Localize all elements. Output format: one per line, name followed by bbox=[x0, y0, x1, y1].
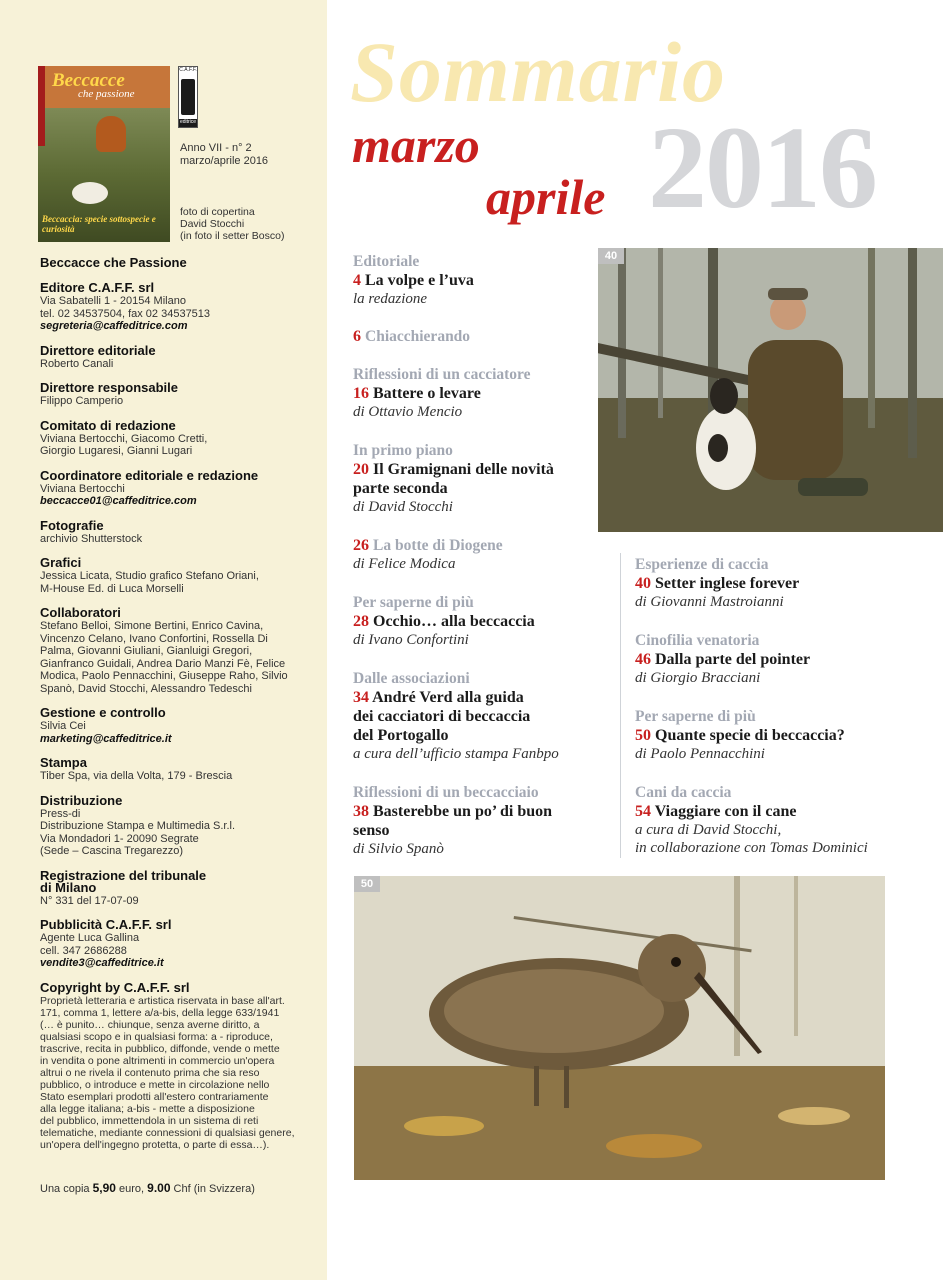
direttore-responsabile-name: Filippo Camperio bbox=[40, 395, 124, 407]
woodcock-photo bbox=[354, 876, 885, 1180]
toc-entry[interactable] bbox=[353, 783, 613, 858]
toc-entry[interactable] bbox=[635, 783, 935, 857]
toc-entry[interactable] bbox=[353, 536, 603, 573]
toc-title bbox=[635, 802, 935, 821]
toc-author: a cura di David Stocchi, bbox=[635, 822, 782, 838]
price-eur: 5,90 bbox=[92, 1181, 116, 1195]
cover-credit-note: (in foto il setter Bosco) bbox=[180, 230, 285, 242]
toc-author: di Giorgio Bracciani bbox=[635, 670, 761, 686]
toc-section: Editoriale bbox=[353, 253, 420, 270]
grafici-heading: Grafici bbox=[40, 555, 82, 570]
toc-title-text: Viaggiare con il cane bbox=[654, 803, 797, 820]
toc-page-number: 16 bbox=[353, 385, 369, 402]
copyright-line: altrui o ne rivela il contenuto prima che sia reso bbox=[40, 1066, 260, 1079]
toc-page-number: 50 bbox=[635, 727, 651, 744]
grafici-line: M-House Ed. di Luca Morselli bbox=[40, 582, 184, 595]
toc-author: di Ottavio Mencio bbox=[353, 404, 463, 420]
pubblicita-agent: Agente Luca Gallina bbox=[40, 932, 140, 944]
colophon-fotografie bbox=[40, 518, 325, 546]
hunter-with-setter-photo bbox=[598, 248, 943, 532]
pubblicita-heading: Pubblicità C.A.F.F. srl bbox=[40, 917, 172, 932]
coordinatore-name: Viviana Bertocchi bbox=[40, 482, 125, 495]
toc-title bbox=[353, 688, 613, 707]
toc-author: a cura dell’ufficio stampa Fanbpo bbox=[353, 746, 559, 762]
toc-title bbox=[635, 574, 935, 593]
toc-title bbox=[353, 536, 603, 555]
toc-title-text: Quante specie di beccaccia? bbox=[655, 727, 845, 744]
toc-section: Esperienze di caccia bbox=[635, 556, 769, 573]
collaboratori-line: Spanò, David Stocchi, Alessandro Tedeschi bbox=[40, 682, 252, 695]
toc-entry[interactable] bbox=[353, 252, 603, 308]
fotografie-text: archivio Shutterstock bbox=[40, 532, 143, 545]
hunter-photo-page-badge: 40 bbox=[598, 248, 624, 264]
toc-author: la redazione bbox=[353, 291, 428, 307]
direttore-responsabile-heading: Direttore responsabile bbox=[40, 380, 178, 395]
copyright-line: del pubblico, immettendola in un sistema di reti bbox=[40, 1114, 259, 1127]
toc-entry[interactable] bbox=[635, 555, 935, 611]
toc-page-number: 54 bbox=[635, 803, 651, 820]
colophon-coordinatore bbox=[40, 468, 325, 508]
colophon-copyright bbox=[40, 980, 325, 1151]
price-eur-label: euro, bbox=[115, 1183, 148, 1195]
issue-month-first: marzo bbox=[352, 117, 480, 173]
toc-title-text: Basterebbe un po’ di buon bbox=[373, 803, 553, 820]
issue-info bbox=[180, 142, 268, 168]
registrazione-heading: di Milano bbox=[40, 879, 97, 895]
grafici-line: Jessica Licata, Studio grafico Stefano Oriani, bbox=[40, 570, 259, 582]
toc-section: Per saperne di più bbox=[353, 594, 474, 611]
toc-author: di Paolo Pennacchini bbox=[635, 746, 765, 762]
publisher-logo-mark bbox=[181, 79, 195, 115]
stampa-text: Tiber Spa, via della Volta, 179 - Brescia bbox=[40, 770, 233, 782]
copyright-line: pubblico, o introduce e mette in circolazione nello bbox=[40, 1078, 270, 1091]
editor-heading: Editore C.A.F.F. srl bbox=[40, 280, 155, 295]
toc-title bbox=[353, 384, 603, 403]
toc-section: Cinofilia venatoria bbox=[635, 632, 760, 649]
toc-page-number: 20 bbox=[353, 461, 369, 478]
price-prefix: Una copia bbox=[40, 1183, 93, 1195]
toc-section: Cani da caccia bbox=[635, 784, 732, 801]
colophon-magazine bbox=[40, 255, 325, 270]
magazine-name: Beccacce che Passione bbox=[40, 255, 187, 270]
copyright-line: qualsiasi scopo e in qualsiasi forma: a - riproduce, bbox=[40, 1030, 273, 1043]
toc-page-number: 40 bbox=[635, 575, 651, 592]
toc-title-text: La volpe e l’uva bbox=[365, 272, 474, 289]
toc-title bbox=[353, 327, 603, 346]
woodcock-photo-page-badge: 50 bbox=[354, 876, 380, 892]
cover-title: Beccacce bbox=[52, 70, 125, 91]
cover-dog-figure bbox=[72, 182, 108, 204]
editor-phone: tel. 02 34537504, fax 02 34537513 bbox=[40, 307, 211, 320]
cover-credit-label: foto di copertina bbox=[180, 206, 255, 218]
copyright-line: 171, comma 1, lettere a/a-bis, della legge 633/1941 bbox=[40, 1006, 280, 1019]
stampa-heading: Stampa bbox=[40, 755, 87, 770]
copyright-line: Stato esemplari prodotti all'estero contrariamente bbox=[40, 1090, 269, 1103]
toc-author: di Felice Modica bbox=[353, 556, 456, 572]
issue-month-second: aprile bbox=[486, 169, 606, 225]
page-title: Sommario bbox=[350, 24, 726, 120]
toc-author: di Silvio Spanò bbox=[353, 841, 444, 857]
toc-author: di Ivano Confortini bbox=[353, 632, 469, 648]
colophon-distribuzione bbox=[40, 793, 325, 858]
magazine-cover-thumbnail bbox=[38, 66, 170, 242]
hunter-photo-illustration bbox=[598, 248, 943, 532]
cover-subtitle: che passione bbox=[78, 88, 135, 100]
toc-entry[interactable] bbox=[353, 365, 603, 421]
toc-title bbox=[353, 271, 603, 290]
cover-hunter-figure bbox=[96, 116, 126, 152]
toc-title-text: André Verd alla guida bbox=[372, 689, 524, 706]
toc-section: Riflessioni di un beccacciaio bbox=[353, 784, 539, 801]
price-line bbox=[40, 1182, 255, 1196]
editor-address: Via Sabatelli 1 - 20154 Milano bbox=[40, 295, 186, 307]
toc-section: Per saperne di più bbox=[635, 708, 756, 725]
toc-author: di Giovanni Mastroianni bbox=[635, 594, 784, 610]
toc-title-text: La botte di Diogene bbox=[373, 537, 503, 554]
toc-entry[interactable] bbox=[353, 441, 603, 516]
registrazione-text: N° 331 del 17-07-09 bbox=[40, 894, 139, 907]
toc-title-text: Dalla parte del pointer bbox=[655, 651, 811, 668]
comitato-heading: Comitato di redazione bbox=[40, 417, 176, 433]
pubblicita-phone: cell. 347 2686288 bbox=[40, 944, 127, 957]
copyright-line: in vendita o pone altrimenti in commercio un'opera bbox=[40, 1054, 275, 1067]
toc-author-continued: in collaborazione con Tomas Dominici bbox=[635, 840, 868, 856]
toc-page-number: 46 bbox=[635, 651, 651, 668]
comitato-line: Viviana Bertocchi, Giacomo Cretti, bbox=[40, 432, 208, 445]
woodcock-photo-illustration bbox=[354, 876, 885, 1180]
toc-entry[interactable] bbox=[353, 593, 603, 649]
publisher-logo-top: C.A.F.F. bbox=[179, 67, 197, 73]
colophon-comitato bbox=[40, 418, 325, 458]
toc-title bbox=[635, 650, 935, 669]
toc-title-continued: del Portogallo bbox=[353, 727, 449, 744]
publisher-logo bbox=[178, 66, 198, 128]
toc-title bbox=[353, 612, 603, 631]
colophon-registrazione bbox=[40, 868, 325, 908]
toc-entry[interactable] bbox=[353, 327, 603, 346]
collaboratori-line: Gianfranco Guidali, Andrea Dario Manzi Fè, Felice bbox=[40, 657, 286, 670]
toc-entry[interactable] bbox=[353, 669, 613, 763]
distribuzione-line: Distribuzione Stampa e Multimedia S.r.l. bbox=[40, 820, 236, 832]
copyright-line: un'opera dell'ingegno protetta, o parte di essa…). bbox=[40, 1138, 270, 1151]
toc-title-text: Battere o levare bbox=[373, 385, 481, 402]
issue-number: Anno VII - n° 2 bbox=[180, 142, 252, 154]
issue-date: marzo/aprile 2016 bbox=[180, 155, 269, 167]
colophon-grafici bbox=[40, 555, 325, 595]
toc-title-continued: dei cacciatori di beccaccia bbox=[353, 708, 531, 725]
copyright-heading: Copyright by C.A.F.F. srl bbox=[40, 979, 190, 995]
gestione-name: Silvia Cei bbox=[40, 720, 86, 732]
toc-page-number: 6 bbox=[353, 328, 361, 345]
copyright-line: (… è punito… chiunque, senza averne diritto, a bbox=[40, 1018, 260, 1031]
toc-title bbox=[635, 726, 935, 745]
toc-page-number: 28 bbox=[353, 613, 369, 630]
collaboratori-line: Vincenzo Celano, Ivano Confortini, Rossella Di bbox=[40, 632, 268, 645]
copyright-line: Proprietà letteraria e artistica riservata in base all'art. bbox=[40, 994, 285, 1007]
toc-title-text: Il Gramignani delle novità bbox=[373, 461, 554, 478]
toc-page-number: 26 bbox=[353, 537, 369, 554]
copyright-line: trascrive, recita in pubblico, diffonde, vende o mette bbox=[40, 1042, 280, 1055]
toc-page-number: 34 bbox=[353, 689, 369, 706]
toc-section: In primo piano bbox=[353, 442, 453, 459]
toc-entry[interactable] bbox=[635, 631, 935, 687]
gestione-heading: Gestione e controllo bbox=[40, 705, 166, 720]
toc-title bbox=[353, 460, 603, 479]
colophon-collaboratori bbox=[40, 605, 325, 695]
distribuzione-line: Press-di bbox=[40, 807, 81, 820]
distribuzione-line: (Sede – Cascina Tregarezzo) bbox=[40, 845, 184, 857]
colophon-gestione bbox=[40, 705, 325, 745]
copyright-line: telematiche, mediante connessioni di qualsiasi genere, bbox=[40, 1126, 295, 1139]
toc-page-number: 4 bbox=[353, 272, 361, 289]
toc-title-text: Occhio… alla beccaccia bbox=[373, 613, 535, 630]
comitato-line: Giorgio Lugaresi, Gianni Lugari bbox=[40, 445, 193, 457]
colophon-direttore-editoriale bbox=[40, 343, 325, 371]
toc-section: Riflessioni di un cacciatore bbox=[353, 366, 531, 383]
editor-email-link[interactable]: segreteria@caffeditrice.com bbox=[40, 320, 188, 332]
cover-credit-photographer: David Stocchi bbox=[180, 218, 245, 230]
toc-title-text: Chiacchierando bbox=[365, 328, 471, 345]
copyright-line: alla legge italiana; a-bis - mette a disposizione bbox=[40, 1102, 255, 1115]
collaboratori-line: Palma, Giovanni Giuliani, Gianluigi Gregori, bbox=[40, 645, 253, 657]
toc-title bbox=[353, 802, 613, 821]
toc-page-number: 38 bbox=[353, 803, 369, 820]
collaboratori-heading: Collaboratori bbox=[40, 605, 121, 620]
pubblicita-email-link[interactable]: vendite3@caffeditrice.it bbox=[40, 957, 164, 969]
toc-title-text: Setter inglese forever bbox=[655, 575, 800, 592]
price-chf-label: Chf (in Svizzera) bbox=[170, 1183, 255, 1195]
issue-year: 2016 bbox=[648, 102, 876, 233]
cover-credit bbox=[180, 206, 284, 242]
price-chf: 9.00 bbox=[147, 1181, 171, 1195]
colophon-sidebar bbox=[0, 0, 327, 1280]
distribuzione-line: Via Mondadori 1- 20090 Segrate bbox=[40, 832, 199, 845]
toc-entry[interactable] bbox=[635, 707, 935, 763]
direttore-editoriale-heading: Direttore editoriale bbox=[40, 342, 156, 358]
gestione-email-link[interactable]: marketing@caffeditrice.it bbox=[40, 732, 172, 745]
toc-title-continued: senso bbox=[353, 822, 390, 839]
colophon-pubblicita bbox=[40, 917, 325, 970]
colophon-stampa bbox=[40, 755, 325, 783]
colophon-direttore-responsabile bbox=[40, 380, 325, 408]
publisher-logo-bottom: editrice bbox=[179, 119, 197, 125]
coordinatore-heading: Coordinatore editoriale e redazione bbox=[40, 467, 259, 483]
toc-section: Dalle associazioni bbox=[353, 670, 470, 687]
toc-author: di David Stocchi bbox=[353, 499, 453, 515]
colophon bbox=[40, 255, 325, 1161]
fotografie-heading: Fotografie bbox=[40, 517, 104, 533]
toc-column-divider bbox=[620, 553, 621, 858]
collaboratori-line: Modica, Paolo Pennacchini, Giuseppe Raho, Silvio bbox=[40, 670, 288, 682]
cover-side-band bbox=[38, 66, 45, 146]
colophon-editor bbox=[40, 280, 325, 333]
cover-caption: Beccaccia: specie sottospecie e curiosità bbox=[42, 214, 156, 234]
distribuzione-heading: Distribuzione bbox=[40, 792, 123, 808]
collaboratori-line: Stefano Belloi, Simone Bertini, Enrico Cavina, bbox=[40, 620, 264, 632]
registrazione-heading: Registrazione del tribunale bbox=[40, 867, 207, 883]
toc-title-continued: parte seconda bbox=[353, 480, 448, 497]
direttore-editoriale-name: Roberto Canali bbox=[40, 357, 114, 370]
coordinatore-email-link[interactable]: beccacce01@caffeditrice.com bbox=[40, 495, 197, 507]
